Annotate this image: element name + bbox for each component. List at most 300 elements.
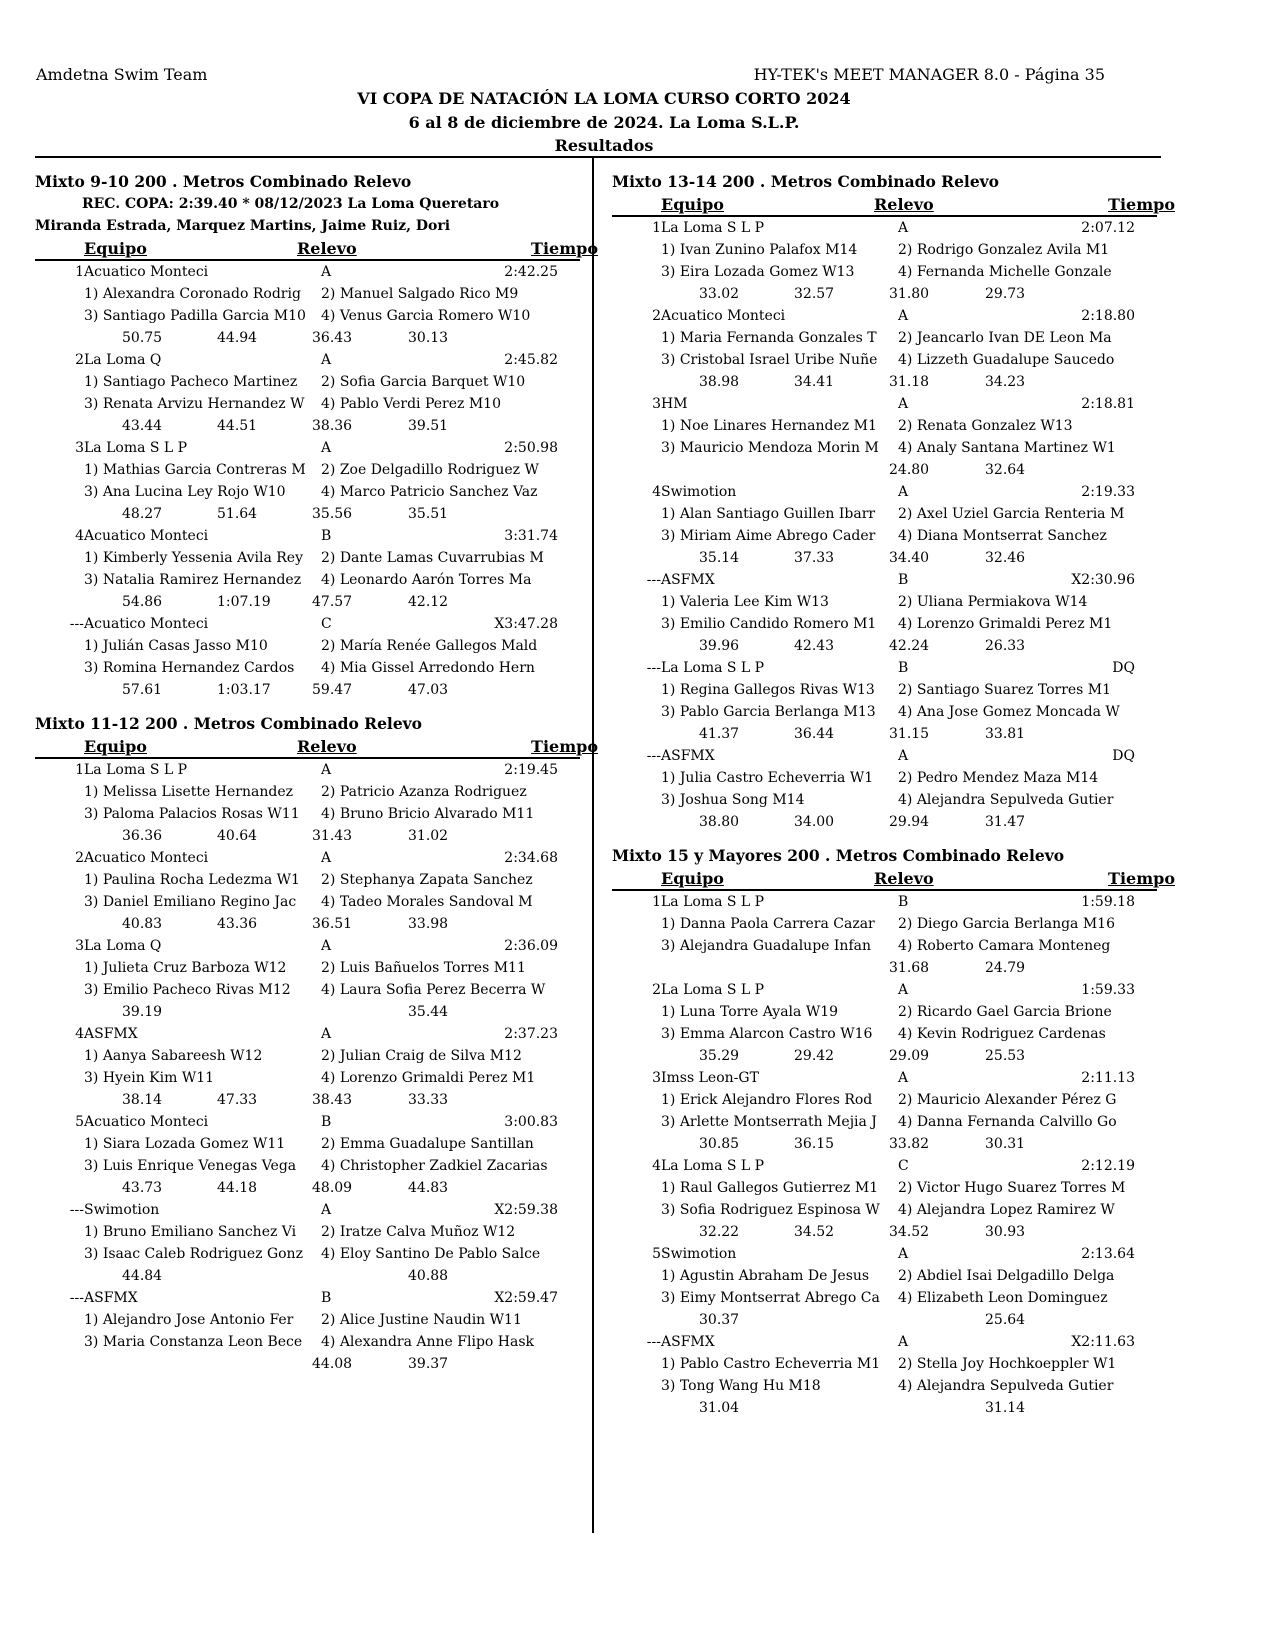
- splits-row: [612, 635, 1157, 657]
- swimmer-name: 2) Manuel Salgado Rico M9: [321, 286, 519, 302]
- entry-place: ---: [646, 1334, 661, 1350]
- swimmer-name: 2) Julian Craig de Silva M12: [321, 1048, 522, 1064]
- splits-row: [35, 503, 580, 525]
- entry-row: [612, 1067, 1157, 1089]
- split-time: 44.08: [312, 1356, 353, 1372]
- swimmer-name: 3) Ana Lucina Ley Rojo W10: [84, 484, 286, 500]
- swimmer-name: 2) Diego Garcia Berlanga M16: [898, 916, 1115, 932]
- entry-relay: B: [898, 572, 909, 588]
- swimmer-name: 3) Mauricio Mendoza Morin M: [661, 440, 879, 456]
- split-time: 39.19: [122, 1004, 163, 1020]
- split-time: 1:07.19: [217, 594, 271, 610]
- entry-team: Acuatico Monteci: [84, 528, 209, 544]
- swimmers-row: [35, 957, 580, 979]
- split-time: 43.36: [217, 916, 258, 932]
- swimmer-name: 1) Mathias Garcia Contreras M: [84, 462, 306, 478]
- split-time: 48.27: [122, 506, 163, 522]
- entry-team: La Loma Q: [84, 352, 162, 368]
- entry-row: [35, 935, 580, 957]
- swimmer-name: 1) Julieta Cruz Barboza W12: [84, 960, 287, 976]
- swimmer-name: 2) María Renée Gallegos Mald: [321, 638, 538, 654]
- header-divider: [35, 156, 1161, 158]
- swimmer-name: 4) Lorenzo Grimaldi Perez M1: [898, 616, 1113, 632]
- swimmer-name: 2) Santiago Suarez Torres M1: [898, 682, 1112, 698]
- entry-time: 2:18.80: [1081, 308, 1135, 324]
- entry-team: ASFMX: [84, 1026, 138, 1042]
- swimmers-row: [612, 1265, 1157, 1287]
- swimmer-name: 1) Santiago Pacheco Martinez: [84, 374, 298, 390]
- swimmer-name: 1) Siara Lozada Gomez W11: [84, 1136, 286, 1152]
- swimmer-name: 1) Bruno Emiliano Sanchez Vi: [84, 1224, 297, 1240]
- split-time: 25.53: [985, 1048, 1026, 1064]
- swimmers-row: [35, 481, 580, 503]
- entry-team: La Loma S L P: [84, 762, 188, 778]
- column-divider: [592, 157, 594, 1533]
- header-relay: Relevo: [297, 737, 357, 756]
- split-time: 31.68: [889, 960, 930, 976]
- split-time: 57.61: [122, 682, 163, 698]
- splits-row: [35, 1177, 580, 1199]
- swimmer-name: 4) Laura Sofia Perez Becerra W: [321, 982, 546, 998]
- swimmers-row: [35, 657, 580, 679]
- swimmer-name: 4) Lizzeth Guadalupe Saucedo: [898, 352, 1115, 368]
- swimmer-name: 3) Emilio Candido Romero M1: [661, 616, 877, 632]
- entry-place: 3: [652, 1070, 661, 1086]
- entry-time: X2:11.63: [1071, 1334, 1135, 1350]
- swimmer-name: 1) Julián Casas Jasso M10: [84, 638, 268, 654]
- splits-row: [612, 957, 1157, 979]
- swimmer-name: 3) Romina Hernandez Cardos: [84, 660, 295, 676]
- entry-relay: A: [321, 762, 332, 778]
- swimmers-row: [612, 503, 1157, 525]
- split-time: 30.13: [408, 330, 449, 346]
- swimmers-row: [35, 459, 580, 481]
- split-time: 43.73: [122, 1180, 163, 1196]
- results-column-right: [612, 171, 1175, 1419]
- split-time: 40.64: [217, 828, 258, 844]
- split-time: 35.56: [312, 506, 353, 522]
- swimmers-row: [612, 415, 1157, 437]
- entry-place: 4: [75, 1026, 84, 1042]
- entry-row: [612, 305, 1157, 327]
- swimmers-row: [612, 349, 1157, 371]
- entry-time: 2:11.13: [1081, 1070, 1135, 1086]
- entry-row: [35, 613, 580, 635]
- swimmer-name: 3) Natalia Ramirez Hernandez: [84, 572, 302, 588]
- swimmers-row: [612, 261, 1157, 283]
- swimmer-name: 4) Tadeo Morales Sandoval M: [321, 894, 533, 910]
- entry-time: 2:50.98: [504, 440, 558, 456]
- swimmers-row: [612, 1287, 1157, 1309]
- header-team: Equipo: [661, 869, 724, 888]
- entry-place: 5: [75, 1114, 84, 1130]
- swimmer-name: 2) Uliana Permiakova W14: [898, 594, 1088, 610]
- split-time: 35.51: [408, 506, 449, 522]
- swimmer-name: 4) Alejandra Sepulveda Gutier: [898, 792, 1114, 808]
- swimmer-name: 4) Pablo Verdi Perez M10: [321, 396, 501, 412]
- swimmers-row: [35, 547, 580, 569]
- swimmers-row: [612, 679, 1157, 701]
- split-time: 36.36: [122, 828, 163, 844]
- swimmers-row: [35, 305, 580, 327]
- entry-relay: A: [898, 308, 909, 324]
- split-time: 40.83: [122, 916, 163, 932]
- swimmer-name: 1) Melissa Lisette Hernandez: [84, 784, 293, 800]
- split-time: 30.93: [985, 1224, 1026, 1240]
- swimmer-name: 1) Paulina Rocha Ledezma W1: [84, 872, 300, 888]
- swimmers-row: [612, 1089, 1157, 1111]
- swimmer-name: 4) Marco Patricio Sanchez Vaz: [321, 484, 538, 500]
- swimmer-name: 3) Isaac Caleb Rodriguez Gonz: [84, 1246, 303, 1262]
- split-time: 33.33: [408, 1092, 449, 1108]
- entry-team: Acuatico Monteci: [661, 308, 786, 324]
- results-column-left: [35, 171, 598, 1375]
- swimmer-name: 1) Agustin Abraham De Jesus: [661, 1268, 870, 1284]
- split-time: 31.14: [985, 1400, 1026, 1416]
- split-time: 42.43: [794, 638, 835, 654]
- meet-title: VI COPA DE NATACIÓN LA LOMA CURSO CORTO 2024: [357, 89, 851, 108]
- entry-relay: C: [321, 616, 332, 632]
- swimmer-name: 3) Joshua Song M14: [661, 792, 805, 808]
- swimmers-row: [35, 283, 580, 305]
- split-time: 33.98: [408, 916, 449, 932]
- splits-row: [612, 1045, 1157, 1067]
- swimmer-name: 1) Noe Linares Hernandez M1: [661, 418, 877, 434]
- column-header-row: [35, 237, 598, 261]
- entry-time: 1:59.33: [1081, 982, 1135, 998]
- swimmer-name: 2) Jeancarlo Ivan DE Leon Ma: [898, 330, 1112, 346]
- swimmers-row: [35, 635, 580, 657]
- column-header-row: [612, 867, 1175, 891]
- entry-team: ASFMX: [661, 572, 715, 588]
- split-time: 44.18: [217, 1180, 258, 1196]
- swimmer-name: 4) Danna Fernanda Calvillo Go: [898, 1114, 1117, 1130]
- entry-relay: A: [898, 396, 909, 412]
- swimmer-name: 2) Rodrigo Gonzalez Avila M1: [898, 242, 1110, 258]
- swimmers-row: [612, 1375, 1157, 1397]
- record-line: REC. COPA: 2:39.40 * 08/12/2023 La Loma Queretaro: [82, 196, 500, 212]
- swimmer-name: 2) Stephanya Zapata Sanchez: [321, 872, 533, 888]
- swimmer-name: 2) Pedro Mendez Maza M14: [898, 770, 1099, 786]
- split-time: 34.00: [794, 814, 835, 830]
- entry-team: Acuatico Monteci: [84, 616, 209, 632]
- swimmer-name: 3) Luis Enrique Venegas Vega: [84, 1158, 297, 1174]
- swimmer-name: 2) Luis Bañuelos Torres M11: [321, 960, 526, 976]
- entry-time: 2:18.81: [1081, 396, 1135, 412]
- swimmers-row: [612, 239, 1157, 261]
- splits-row: [612, 1309, 1157, 1331]
- splits-row: [35, 1353, 580, 1375]
- entry-time: 2:19.33: [1081, 484, 1135, 500]
- swimmer-name: 4) Fernanda Michelle Gonzale: [898, 264, 1112, 280]
- splits-row: [35, 591, 580, 613]
- entry-team: Acuatico Monteci: [84, 1114, 209, 1130]
- entry-relay: A: [898, 748, 909, 764]
- entry-row: [612, 217, 1157, 239]
- entry-relay: A: [321, 440, 332, 456]
- splits-row: [612, 547, 1157, 569]
- split-time: 39.37: [408, 1356, 449, 1372]
- swimmers-row: [612, 525, 1157, 547]
- entry-row: [35, 1287, 580, 1309]
- entry-time: 3:00.83: [504, 1114, 558, 1130]
- swimmer-name: 1) Regina Gallegos Rivas W13: [661, 682, 875, 698]
- entry-team: Swimotion: [84, 1202, 160, 1218]
- splits-row: [612, 371, 1157, 393]
- swimmers-row: [612, 591, 1157, 613]
- entry-row: [612, 657, 1157, 679]
- swimmers-row: [612, 767, 1157, 789]
- split-time: 30.37: [699, 1312, 740, 1328]
- split-time: 40.88: [408, 1268, 449, 1284]
- software-page-label: HY-TEK's MEET MANAGER 8.0 - Página 35: [753, 65, 1105, 84]
- split-time: 38.14: [122, 1092, 163, 1108]
- splits-row: [35, 415, 580, 437]
- entry-relay: A: [321, 264, 332, 280]
- swimmer-name: 2) Alice Justine Naudin W11: [321, 1312, 522, 1328]
- entry-team: La Loma S L P: [661, 894, 765, 910]
- split-time: 33.82: [889, 1136, 930, 1152]
- split-time: 32.46: [985, 550, 1026, 566]
- split-time: 39.96: [699, 638, 740, 654]
- header-time: Tiempo: [1108, 869, 1175, 888]
- entry-row: [612, 979, 1157, 1001]
- split-time: 34.23: [985, 374, 1026, 390]
- split-time: 38.98: [699, 374, 740, 390]
- swimmers-row: [612, 1001, 1157, 1023]
- entry-place: 3: [75, 938, 84, 954]
- split-time: 33.02: [699, 286, 740, 302]
- swimmer-name: 1) Alan Santiago Guillen Ibarr: [661, 506, 876, 522]
- swimmers-row: [35, 891, 580, 913]
- entry-time: X2:59.47: [494, 1290, 558, 1306]
- swimmer-name: 4) Alejandra Lopez Ramirez W: [898, 1202, 1115, 1218]
- splits-row: [612, 459, 1157, 481]
- entry-time: X2:30.96: [1071, 572, 1135, 588]
- swimmer-name: 4) Roberto Camara Monteneg: [898, 938, 1111, 954]
- entry-time: 3:31.74: [504, 528, 558, 544]
- entry-team: ASFMX: [84, 1290, 138, 1306]
- splits-row: [612, 811, 1157, 833]
- entry-team: Swimotion: [661, 484, 737, 500]
- entry-relay: B: [898, 660, 909, 676]
- header-team: Equipo: [661, 195, 724, 214]
- entry-row: [35, 525, 580, 547]
- entry-place: 3: [75, 440, 84, 456]
- swimmers-row: [612, 1111, 1157, 1133]
- entry-team: La Loma S L P: [661, 982, 765, 998]
- swimmer-name: 1) Pablo Castro Echeverria M1: [661, 1356, 881, 1372]
- split-time: 31.80: [889, 286, 930, 302]
- entry-relay: A: [321, 1026, 332, 1042]
- swimmer-name: 1) Valeria Lee Kim W13: [661, 594, 829, 610]
- entry-relay: A: [321, 850, 332, 866]
- split-time: 34.41: [794, 374, 835, 390]
- event-section: [612, 845, 1175, 1419]
- splits-row: [35, 327, 580, 349]
- splits-row: [35, 1001, 580, 1023]
- entry-time: 2:19.45: [504, 762, 558, 778]
- header-team: Equipo: [84, 239, 147, 258]
- swimmer-name: 1) Julia Castro Echeverria W1: [661, 770, 874, 786]
- swimmer-name: 4) Eloy Santino De Pablo Salce: [321, 1246, 541, 1262]
- header-time: Tiempo: [1108, 195, 1175, 214]
- swimmer-name: 2) Mauricio Alexander Pérez G: [898, 1092, 1117, 1108]
- swimmers-row: [35, 979, 580, 1001]
- swimmer-name: 2) Renata Gonzalez W13: [898, 418, 1073, 434]
- header-time: Tiempo: [531, 239, 598, 258]
- split-time: 35.29: [699, 1048, 740, 1064]
- split-time: 36.43: [312, 330, 353, 346]
- split-time: 31.18: [889, 374, 930, 390]
- entry-relay: A: [321, 352, 332, 368]
- split-time: 25.64: [985, 1312, 1026, 1328]
- swimmer-name: 4) Mia Gissel Arredondo Hern: [321, 660, 535, 676]
- split-time: 38.80: [699, 814, 740, 830]
- swimmers-row: [612, 913, 1157, 935]
- entry-place: 4: [75, 528, 84, 544]
- swimmer-name: 2) Dante Lamas Cuvarrubias M: [321, 550, 544, 566]
- split-time: 32.22: [699, 1224, 740, 1240]
- entry-place: 2: [75, 352, 84, 368]
- entry-team: La Loma S L P: [84, 440, 188, 456]
- swimmer-name: 3) Miriam Aime Abrego Cader: [661, 528, 876, 544]
- split-time: 35.14: [699, 550, 740, 566]
- swimmer-name: 3) Arlette Montserrath Mejia J: [661, 1114, 877, 1130]
- swimmer-name: 3) Maria Constanza Leon Bece: [84, 1334, 303, 1350]
- swimmer-name: 4) Venus Garcia Romero W10: [321, 308, 531, 324]
- swimmers-row: [35, 1331, 580, 1353]
- entry-team: La Loma S L P: [661, 660, 765, 676]
- splits-row: [35, 1265, 580, 1287]
- entry-time: 2:07.12: [1081, 220, 1135, 236]
- entry-time: 2:36.09: [504, 938, 558, 954]
- entry-row: [35, 759, 580, 781]
- split-time: 26.33: [985, 638, 1026, 654]
- split-time: 36.51: [312, 916, 353, 932]
- splits-row: [612, 723, 1157, 745]
- entry-place: 1: [652, 894, 661, 910]
- entry-place: ---: [646, 660, 661, 676]
- swimmer-name: 3) Cristobal Israel Uribe Nuñe: [661, 352, 878, 368]
- entry-team: ASFMX: [661, 1334, 715, 1350]
- entry-relay: A: [898, 982, 909, 998]
- swimmers-row: [612, 613, 1157, 635]
- swimmer-name: 4) Diana Montserrat Sanchez: [898, 528, 1107, 544]
- entry-relay: A: [321, 938, 332, 954]
- entry-relay: B: [321, 1290, 332, 1306]
- entry-relay: A: [898, 220, 909, 236]
- swimmer-name: 3) Emma Alarcon Castro W16: [661, 1026, 873, 1042]
- splits-row: [35, 913, 580, 935]
- splits-row: [35, 825, 580, 847]
- swimmer-name: 4) Ana Jose Gomez Moncada W: [898, 704, 1120, 720]
- swimmer-name: 1) Erick Alejandro Flores Rod: [661, 1092, 873, 1108]
- swimmer-name: 1) Raul Gallegos Gutierrez M1: [661, 1180, 879, 1196]
- entry-row: [612, 481, 1157, 503]
- entry-place: 1: [75, 264, 84, 280]
- swimmers-row: [612, 1353, 1157, 1375]
- entry-place: 5: [652, 1246, 661, 1262]
- entry-row: [612, 569, 1157, 591]
- split-time: 36.44: [794, 726, 835, 742]
- split-time: 31.47: [985, 814, 1026, 830]
- swimmer-name: 2) Axel Uziel Garcia Renteria M: [898, 506, 1125, 522]
- entry-row: [35, 1199, 580, 1221]
- swimmers-row: [612, 701, 1157, 723]
- splits-row: [612, 283, 1157, 305]
- entry-place: ---: [69, 616, 84, 632]
- swimmer-name: 3) Eimy Montserrat Abrego Ca: [661, 1290, 880, 1306]
- swimmer-name: 2) Zoe Delgadillo Rodriguez W: [321, 462, 539, 478]
- entry-row: [35, 1111, 580, 1133]
- entry-team: La Loma S L P: [661, 220, 765, 236]
- swimmer-name: 3) Renata Arvizu Hernandez W: [84, 396, 305, 412]
- entry-row: [612, 745, 1157, 767]
- split-time: 29.42: [794, 1048, 835, 1064]
- split-time: 31.02: [408, 828, 449, 844]
- meet-dates: 6 al 8 de diciembre de 2024. La Loma S.L.P.: [408, 113, 800, 132]
- split-time: 31.43: [312, 828, 353, 844]
- swimmer-name: 3) Pablo Garcia Berlanga M13: [661, 704, 876, 720]
- entry-time: 1:59.18: [1081, 894, 1135, 910]
- split-time: 34.40: [889, 550, 930, 566]
- entry-place: ---: [646, 748, 661, 764]
- splits-row: [612, 1133, 1157, 1155]
- swimmers-row: [35, 1045, 580, 1067]
- split-time: 29.73: [985, 286, 1026, 302]
- swimmers-row: [612, 1199, 1157, 1221]
- swimmer-name: 2) Victor Hugo Suarez Torres M: [898, 1180, 1125, 1196]
- swimmer-name: 3) Daniel Emiliano Regino Jac: [84, 894, 297, 910]
- split-time: 44.83: [408, 1180, 449, 1196]
- swimmer-name: 1) Alexandra Coronado Rodrig: [84, 286, 301, 302]
- split-time: 33.81: [985, 726, 1026, 742]
- entry-place: 2: [75, 850, 84, 866]
- swimmer-name: 1) Alejandro Jose Antonio Fer: [84, 1312, 294, 1328]
- entry-time: 2:45.82: [504, 352, 558, 368]
- split-time: 54.86: [122, 594, 163, 610]
- header-relay: Relevo: [297, 239, 357, 258]
- split-time: 38.43: [312, 1092, 353, 1108]
- header-time: Tiempo: [531, 737, 598, 756]
- section-title: Resultados: [554, 136, 654, 155]
- split-time: 38.36: [312, 418, 353, 434]
- swimmers-row: [612, 789, 1157, 811]
- swimmers-row: [35, 1155, 580, 1177]
- split-time: 47.33: [217, 1092, 258, 1108]
- entry-team: Acuatico Monteci: [84, 264, 209, 280]
- entry-team: Imss Leon-GT: [661, 1070, 759, 1086]
- split-time: 30.85: [699, 1136, 740, 1152]
- swimmers-row: [612, 1177, 1157, 1199]
- entry-row: [35, 349, 580, 371]
- entry-time: 2:34.68: [504, 850, 558, 866]
- split-time: 42.12: [408, 594, 449, 610]
- swimmer-name: 1) Kimberly Yessenia Avila Rey: [84, 550, 304, 566]
- entry-relay: A: [898, 1334, 909, 1350]
- swimmers-row: [35, 1221, 580, 1243]
- split-time: 36.15: [794, 1136, 835, 1152]
- split-time: 39.51: [408, 418, 449, 434]
- entry-relay: C: [898, 1158, 909, 1174]
- swimmer-name: 1) Maria Fernanda Gonzales T: [661, 330, 877, 346]
- event-section: [35, 171, 598, 701]
- swimmer-name: 3) Santiago Padilla Garcia M10: [84, 308, 306, 324]
- entry-time: X3:47.28: [494, 616, 558, 632]
- swimmer-name: 2) Stella Joy Hochkoeppler W1: [898, 1356, 1117, 1372]
- swimmers-row: [612, 935, 1157, 957]
